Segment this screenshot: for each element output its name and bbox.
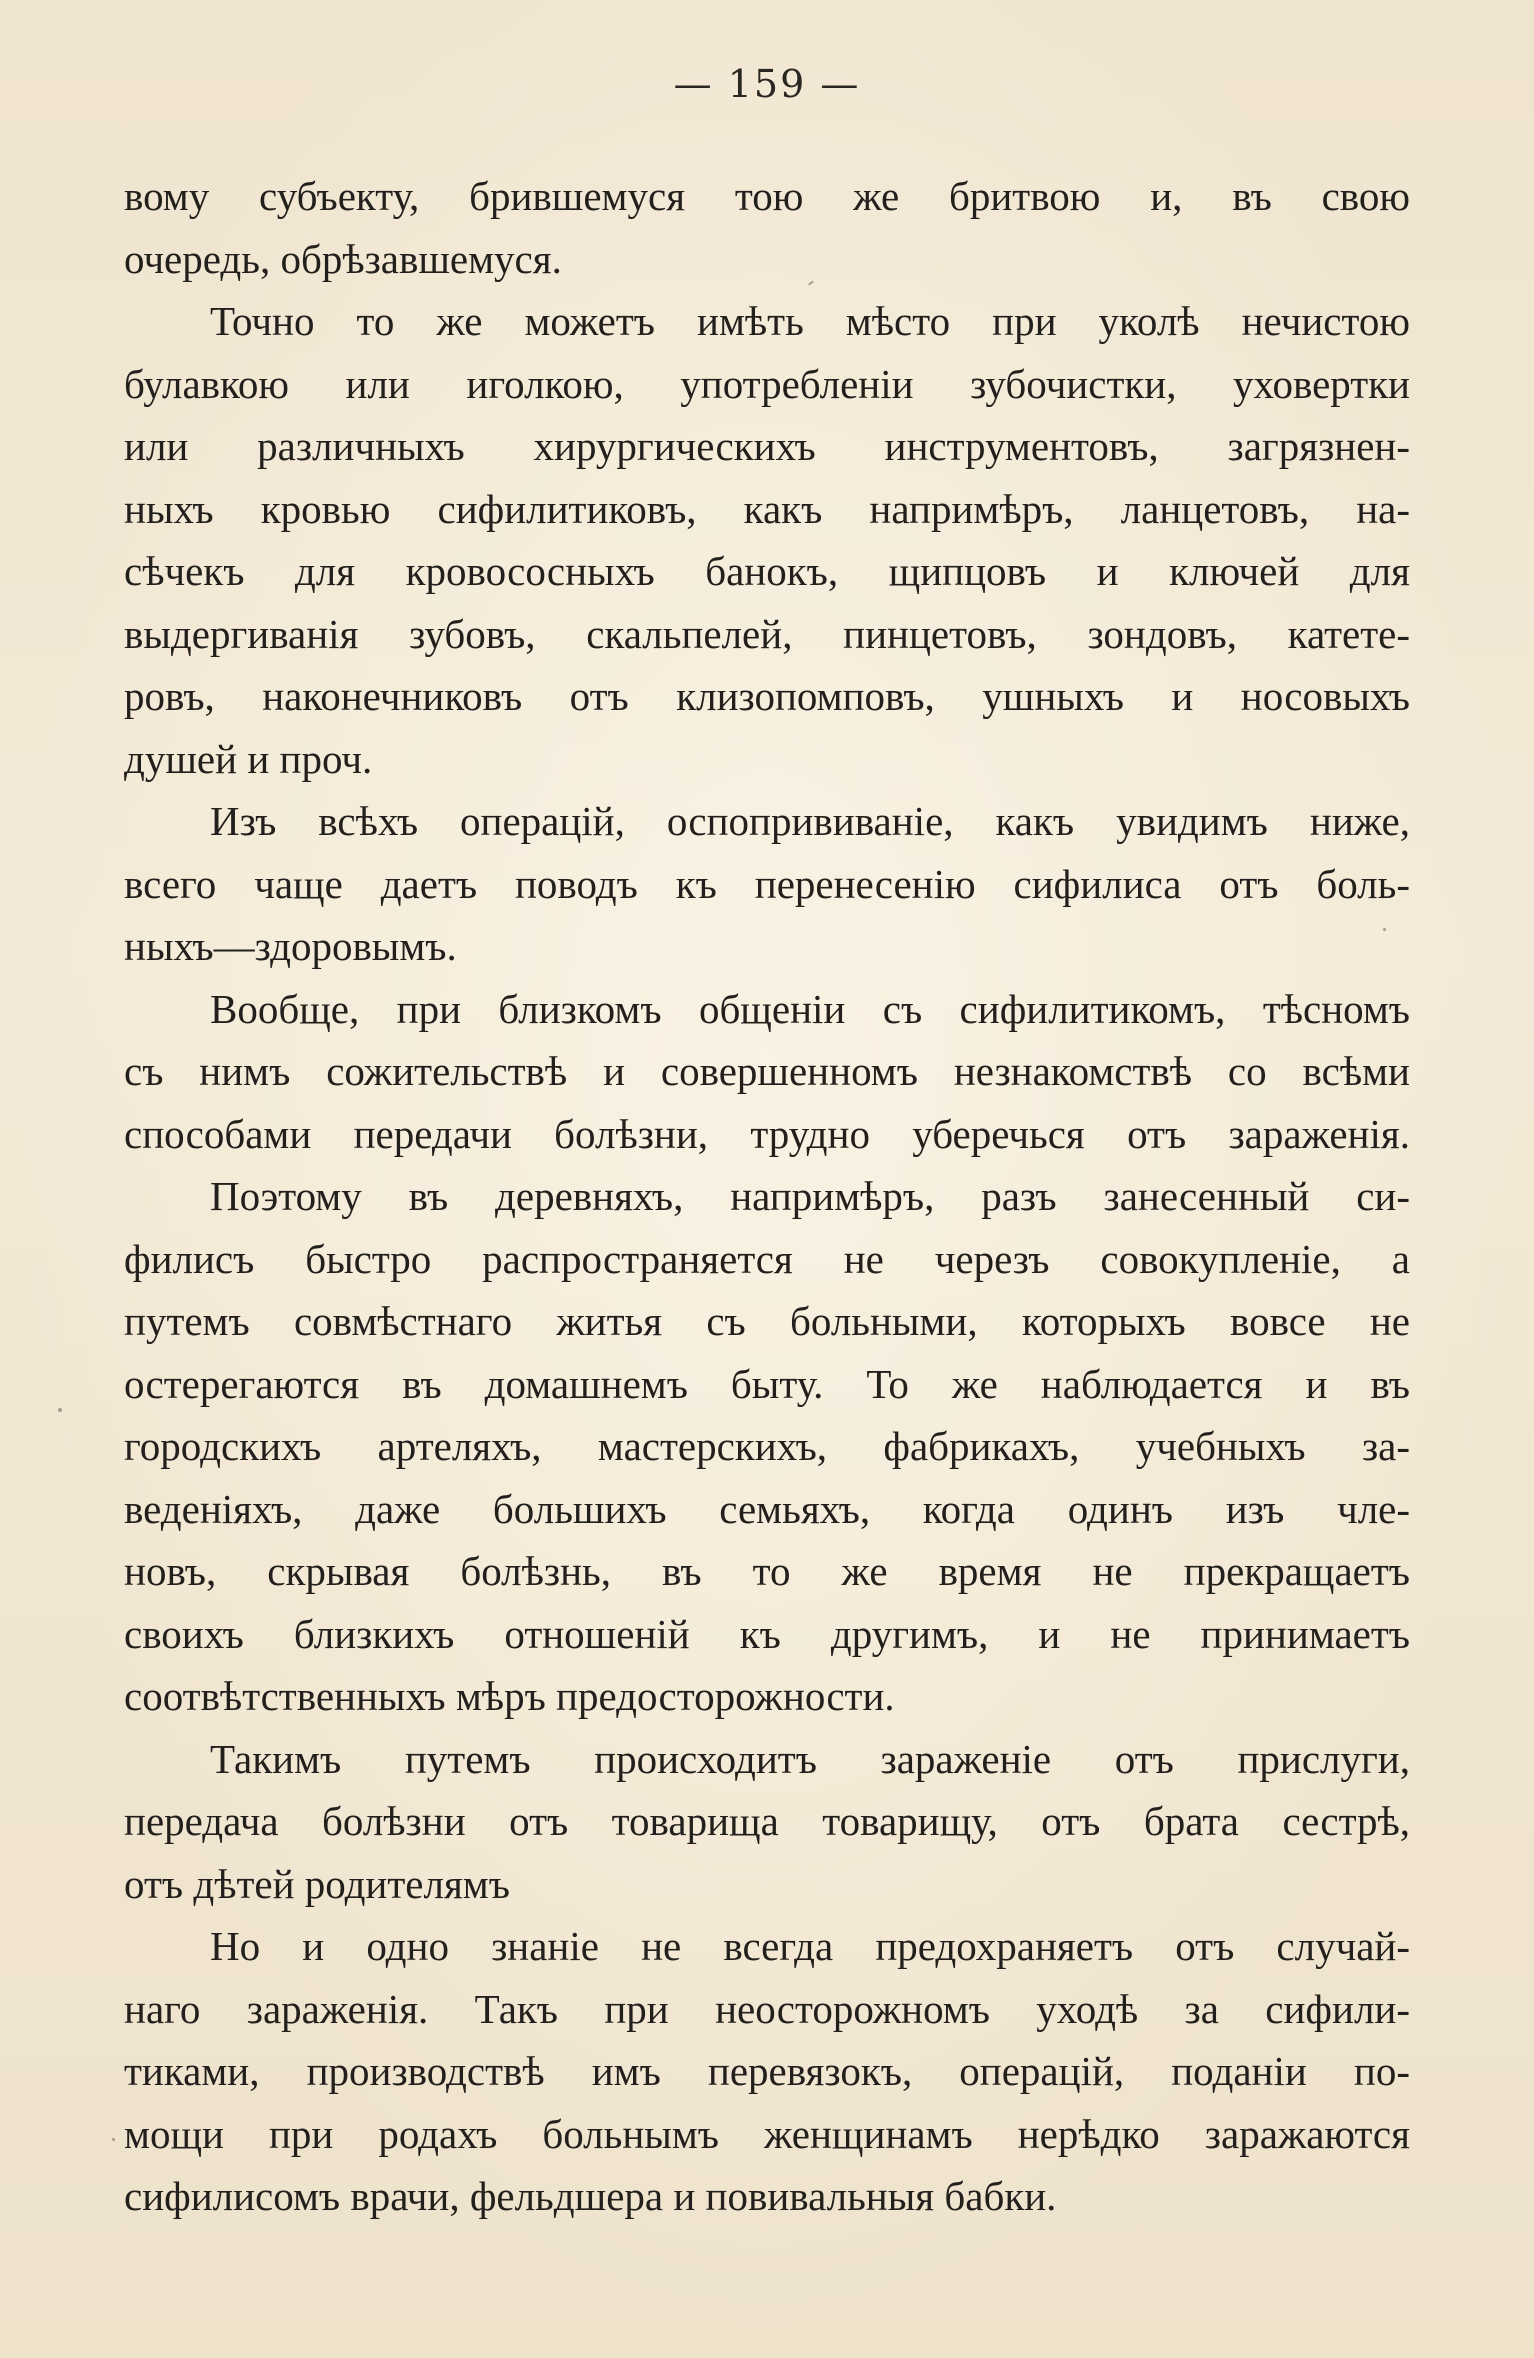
- text-line: новъ, скрывая болѣзнь, въ то же время не прекращаетъ: [124, 1548, 1410, 1594]
- text-line: душей и проч.: [124, 735, 373, 782]
- paper-speck: [112, 2138, 115, 2141]
- text-line: городскихъ артеляхъ, мастерскихъ, фабрикахъ, учебныхъ за-: [124, 1423, 1410, 1469]
- paper-speck: [58, 1408, 62, 1412]
- text-line: путемъ совмѣстнаго житья съ больными, которыхъ вовсе не: [124, 1298, 1410, 1344]
- text-line: мощи при родахъ больнымъ женщинамъ нерѣдко заражаются: [124, 2110, 1410, 2157]
- text-line: способами передачи болѣзни, трудно уберечься отъ зараженія.: [124, 1110, 1410, 1157]
- text-line: отъ дѣтей родителямъ: [124, 1860, 510, 1907]
- text-line: Но и одно знаніе не всегда предохраняетъ отъ случай-: [210, 1923, 1410, 1969]
- text-line: Такимъ путемъ происходитъ зараженіе отъ прислуги,: [210, 1735, 1410, 1782]
- body-text: [124, 165, 1410, 2228]
- text-line: очередь, обрѣзавшемуся.: [124, 235, 562, 282]
- text-line: всего чаще даетъ поводъ къ перенесенію сифилиса отъ боль-: [124, 860, 1410, 907]
- text-line: веденіяхъ, даже большихъ семьяхъ, когда одинъ изъ чле-: [124, 1485, 1410, 1532]
- text-line: соотвѣтственныхъ мѣръ предосторожности.: [124, 1673, 895, 1719]
- page-number: — 159 —: [673, 62, 861, 106]
- text-line: Изъ всѣхъ операцій, оспопрививаніе, какъ увидимъ ниже,: [210, 798, 1410, 844]
- paper-speck: [1383, 928, 1386, 931]
- text-line: передача болѣзни отъ товарища товарищу, отъ брата сестрѣ,: [124, 1798, 1410, 1844]
- text-line: Точно то же можетъ имѣть мѣсто при уколѣ нечистою: [210, 298, 1410, 344]
- text-line: или различныхъ хирургическихъ инструментовъ, загрязнен-: [124, 423, 1410, 469]
- text-line: сифилисомъ врачи, фельдшера и повивальныя бабки.: [124, 2173, 1057, 2219]
- text-line: выдергиванія зубовъ, скальпелей, пинцетовъ, зондовъ, катете-: [124, 610, 1410, 657]
- text-line: Поэтому въ деревняхъ, напримѣръ, разъ занесенный си-: [210, 1173, 1410, 1219]
- text-line: съ нимъ сожительствѣ и совершенномъ незнакомствѣ со всѣми: [124, 1048, 1410, 1094]
- text-line: ровъ, наконечниковъ отъ клизопомповъ, ушныхъ и носовыхъ: [124, 673, 1410, 719]
- text-line: вому субъекту, брившемуся тою же бритвою и, въ свою: [124, 173, 1410, 219]
- text-line: ныхъ кровью сифилитиковъ, какъ напримѣръ, ланцетовъ, на-: [124, 485, 1410, 532]
- text-line: своихъ близкихъ отношеній къ другимъ, и не принимаетъ: [124, 1610, 1410, 1657]
- text-line: булавкою или иголкою, употребленіи зубочистки, уховертки: [124, 360, 1410, 407]
- text-line: сѣчекъ для кровососныхъ банокъ, щипцовъ и ключей для: [124, 548, 1410, 594]
- text-line: наго зараженія. Такъ при неосторожномъ уходѣ за сифили-: [124, 1985, 1410, 2032]
- text-line: остерегаются въ домашнемъ быту. То же наблюдается и въ: [124, 1360, 1410, 1407]
- text-line: филисъ быстро распространяется не черезъ совокупленіе, а: [124, 1235, 1410, 1282]
- text-line: тиками, производствѣ имъ перевязокъ, операцій, поданіи по-: [124, 2048, 1410, 2094]
- text-line: ныхъ—здоровымъ.: [124, 923, 457, 969]
- text-line: Вообще, при близкомъ общеніи съ сифилитикомъ, тѣсномъ: [210, 985, 1410, 1032]
